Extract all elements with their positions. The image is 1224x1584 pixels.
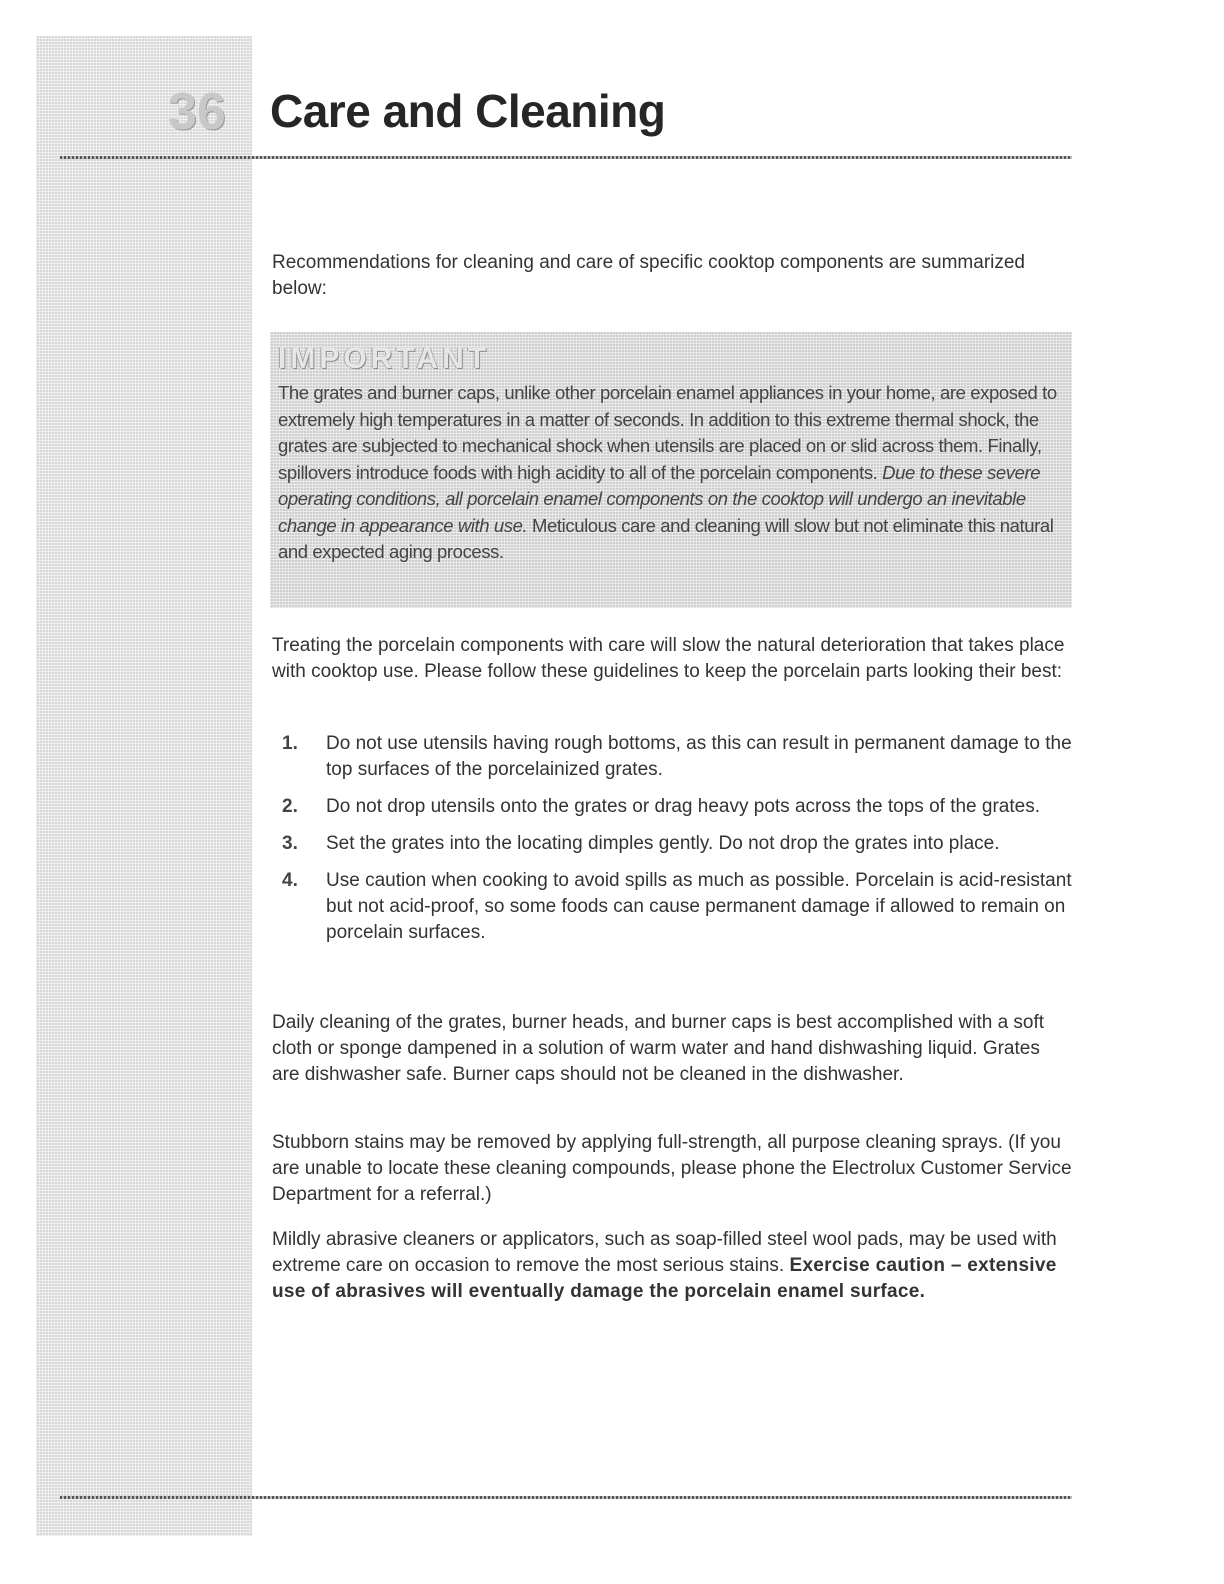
- daily-cleaning-paragraph: Daily cleaning of the grates, burner heads, and burner caps is best accomplished with a soft cloth or sponge dampened in a solution of warm water and hand dishwashing liquid. Grates are dishwasher safe. Burner caps should not be cleaned in the dishwasher.: [272, 1012, 1045, 1085]
- stubborn-stains-paragraph: Stubborn stains may be removed by applying full-strength, all purpose cleaning sprays. (If you are unable to locate these cleaning compounds, please phone the Electrolux Customer Service Department for a referral.): [272, 1132, 1072, 1205]
- guidelines-list: [272, 731, 1072, 957]
- important-heading: IMPORTANT: [278, 342, 491, 375]
- abrasive-text: Mildly abrasive cleaners or applicators, such as soap-filled steel wool pads, may be used with extreme care on occasion to remove the most serious stains.: [272, 1229, 1057, 1276]
- list-item-text: Use caution when cooking to avoid spills as much as possible. Porcelain is acid-resistant but not acid-proof, so some foods can cause permanent damage if allowed to remain on porcelain surfaces.: [326, 870, 1072, 943]
- abrasive-caution: Exercise caution – extensive use of abrasives will eventually damage the porcelain enamel surface.: [272, 1255, 1057, 1302]
- important-text-end: Meticulous care and cleaning will slow but not eliminate this natural and expected aging process.: [278, 514, 1054, 562]
- treating-paragraph: Treating the porcelain components with care will slow the natural deterioration that takes place with cooktop use. Please follow these guidelines to keep the porcelain parts looking their best:: [272, 635, 1065, 682]
- header-rule: [60, 156, 1072, 159]
- list-item-number: 2.: [282, 796, 298, 817]
- list-item-text: Do not use utensils having rough bottoms, as this can result in permanent damage to the top surfaces of the porcelainized grates.: [326, 733, 1072, 780]
- list-item-text: Do not drop utensils onto the grates or drag heavy pots across the tops of the grates.: [326, 796, 1040, 817]
- list-item: [272, 731, 1072, 783]
- list-item: [272, 794, 1072, 820]
- important-callout: [270, 332, 1072, 608]
- list-item-number: 1.: [282, 733, 298, 754]
- footer-rule: [60, 1496, 1072, 1499]
- abrasive-cleaners-paragraph: [272, 1227, 1072, 1305]
- list-item: [272, 868, 1072, 946]
- side-band: [36, 36, 252, 1536]
- list-item: [272, 831, 1072, 857]
- intro-paragraph: Recommendations for cleaning and care of specific cooktop components are summarized below:: [272, 252, 1025, 299]
- important-text-italic: Due to these severe operating conditions, all porcelain enamel components on the cooktop will undergo an inevitable change in appearance with use.: [278, 461, 1041, 536]
- important-text-plain: The grates and burner caps, unlike other porcelain enamel appliances in your home, are exposed to extremely high temperatures in a matter of seconds. In addition to this extreme thermal shock, the grates are subjected to mechanical shock when utensils are placed on or slid across them. Finally, spillovers introduce foods with high acidity to all of the porcelain components.: [278, 382, 1057, 483]
- list-item-number: 4.: [282, 870, 298, 891]
- list-item-number: 3.: [282, 833, 298, 854]
- list-item-text: Set the grates into the locating dimples gently. Do not drop the grates into place.: [326, 833, 1000, 854]
- page-title: Care and Cleaning: [270, 85, 666, 137]
- page-number: 36: [168, 83, 226, 141]
- important-text: [278, 380, 1062, 566]
